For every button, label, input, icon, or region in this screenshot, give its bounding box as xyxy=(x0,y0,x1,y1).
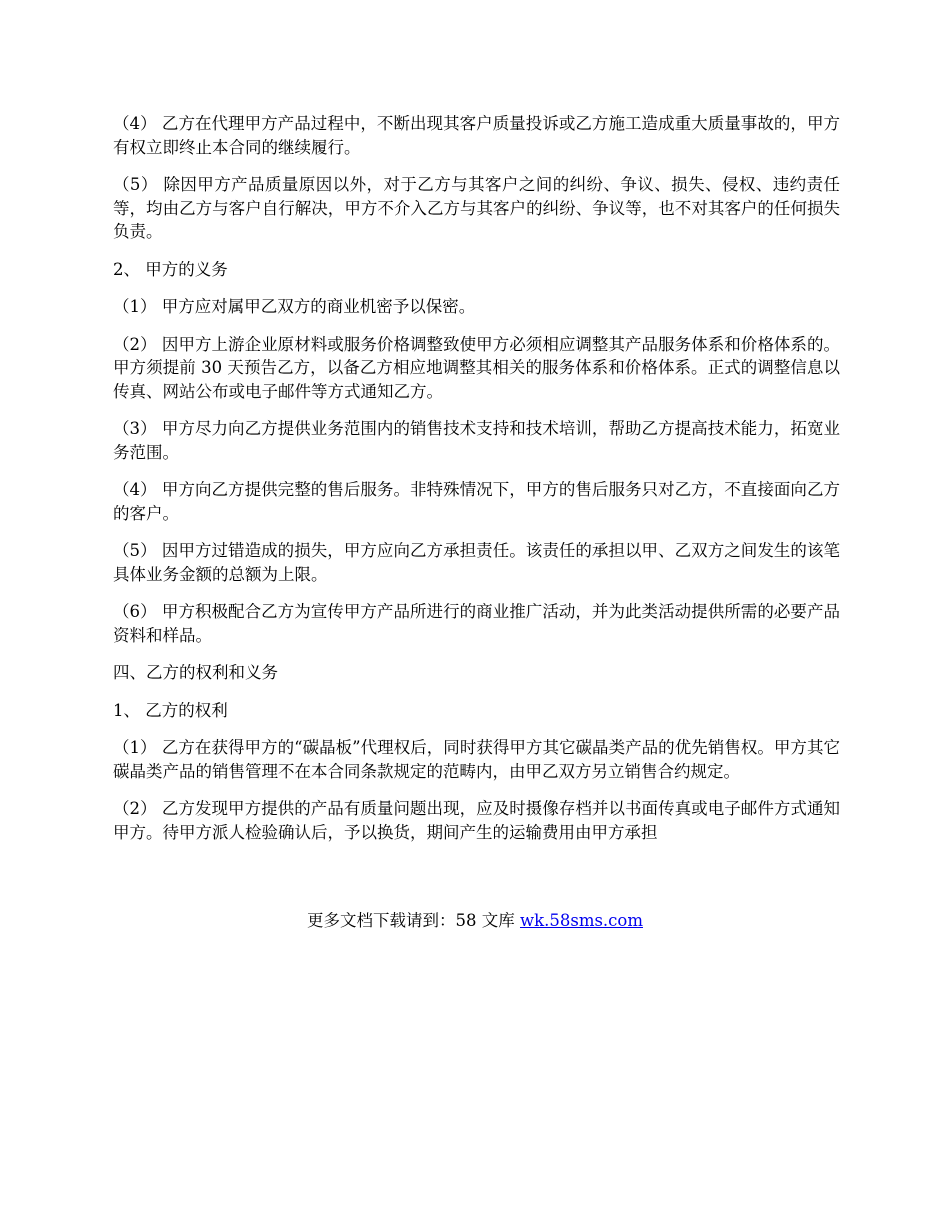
paragraph-party-a-obligation-2: （2） 因甲方上游企业原材料或服务价格调整致使甲方必须相应调整其产品服务体系和价格体系的。甲方须提前 30 天预告乙方，以备乙方相应地调整其相关的服务体系和价格体系。正式的调整信息以传真、网站公布或电子邮件等方式通知乙方。 xyxy=(113,334,840,401)
paragraph-party-a-obligation-5: （5） 因甲方过错造成的损失，甲方应向乙方承担责任。该责任的承担以甲、乙双方之间发生的该笔具体业务金额的总额为上限。 xyxy=(113,541,840,584)
footer-link[interactable]: wk.58sms.com xyxy=(519,911,643,930)
paragraph-party-a-obligation-6: （6） 甲方积极配合乙方为宣传甲方产品所进行的商业推广活动，并为此类活动提供所需的必要产品资料和样品。 xyxy=(113,602,840,645)
paragraph-obligation-4-prev: （4） 乙方在代理甲方产品过程中，不断出现其客户质量投诉或乙方施工造成重大质量事故的，甲方有权立即终止本合同的继续履行。 xyxy=(113,114,840,157)
paragraph-party-a-obligation-4: （4） 甲方向乙方提供完整的售后服务。非特殊情况下，甲方的售后服务只对乙方，不直接面向乙方的客户。 xyxy=(113,480,840,523)
footer-text: 更多文档下载请到：58 文库 xyxy=(306,911,520,930)
paragraph-party-b-right-2: （2） 乙方发现甲方提供的产品有质量问题出现，应及时摄像存档并以书面传真或电子邮件方式通知甲方。待甲方派人检验确认后，予以换货，期间产生的运输费用由甲方承担 xyxy=(113,799,840,842)
heading-section-four: 四、乙方的权利和义务 xyxy=(113,663,278,682)
heading-party-b-rights: 1、 乙方的权利 xyxy=(113,700,228,720)
document-body xyxy=(113,112,840,858)
heading-party-a-obligations: 2、 甲方的义务 xyxy=(113,259,228,279)
paragraph-party-b-right-1: （1） 乙方在获得甲方的“碳晶板”代理权后，同时获得甲方其它碳晶类产品的优先销售权。甲方其它碳晶类产品的销售管理不在本合同条款规定的范畴内，由甲乙双方另立销售合约规定。 xyxy=(113,738,840,781)
page-footer xyxy=(0,909,950,933)
paragraph-party-a-obligation-1: （1） 甲方应对属甲乙双方的商业机密予以保密。 xyxy=(113,297,476,316)
paragraph-obligation-5-prev: （5） 除因甲方产品质量原因以外，对于乙方与其客户之间的纠纷、争议、损失、侵权、违约责任等，均由乙方与客户自行解决，甲方不介入乙方与其客户的纠纷、争议等，也不对其客户的任何损失负责。 xyxy=(113,175,840,241)
paragraph-party-a-obligation-3: （3） 甲方尽力向乙方提供业务范围内的销售技术支持和技术培训，帮助乙方提高技术能力，拓宽业务范围。 xyxy=(113,419,840,462)
